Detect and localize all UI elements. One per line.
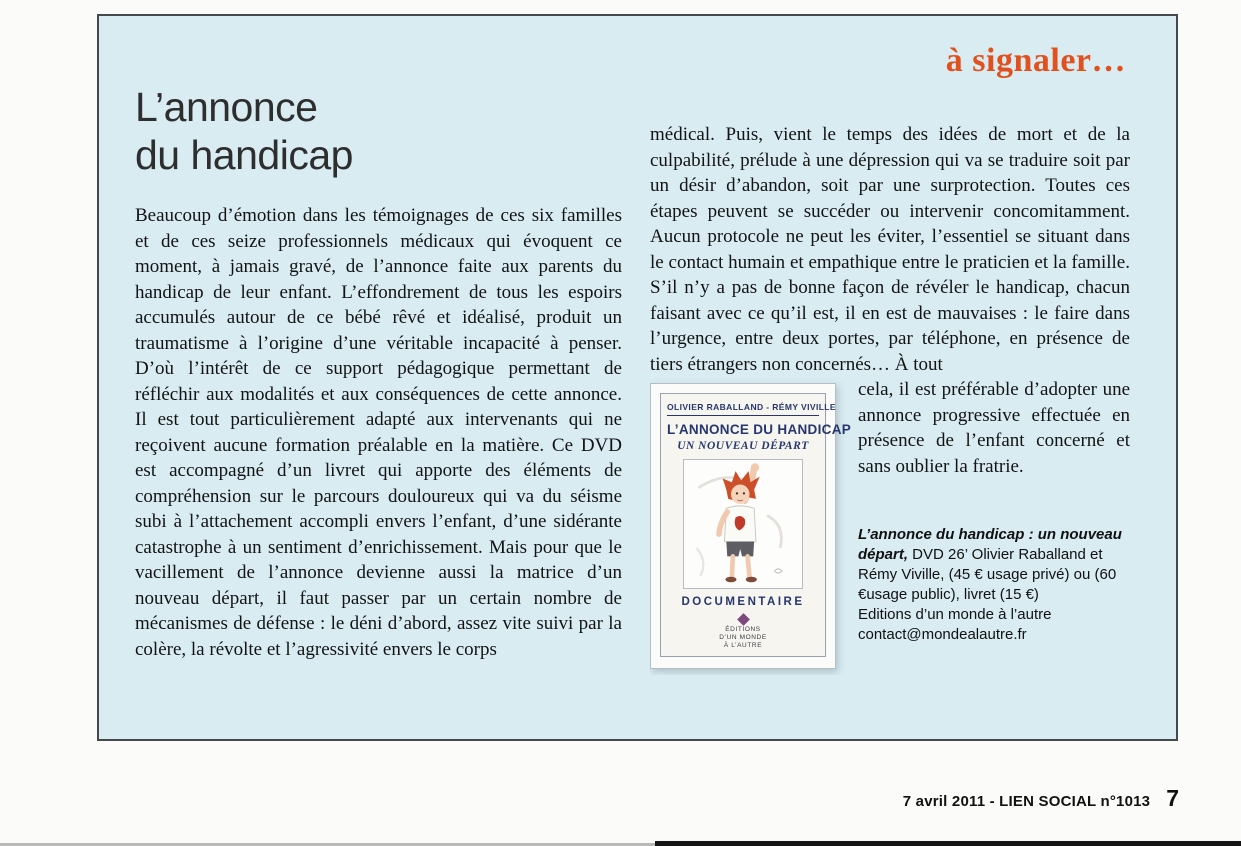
dvd-cover (650, 383, 852, 669)
dvd-cover-inner (660, 393, 852, 657)
child-drawing-icon (685, 460, 801, 586)
footer-issue: 7 avril 2011 - LIEN SOCIAL n°1013 (902, 793, 1151, 810)
left-column (135, 84, 622, 675)
publisher-logo-line-1: ÉDITIONS (725, 626, 761, 633)
caption-title: L’annonce du handicap : un nouveau départ, (858, 526, 1122, 563)
section-label: à signaler… (945, 42, 1126, 79)
article-columns (135, 84, 1130, 675)
article-title (135, 84, 622, 179)
publisher-logo-line-2: D’UN MONDE (719, 634, 767, 641)
article-text-right-wrap: cela, il est préférable d’adopter une annonce progressive effectuée en présence de l’enfant concerné et sans oublier la fratrie. (858, 379, 1130, 477)
article-text-right-top: médical. Puis, vient le temps des idées de mort et de la culpabilité, prélude à une dépression qui va se traduire soit par un désir d’abandon, soit par une surprotection. Toutes ces étapes peuvent se succéder ou intervenir concomitamment. Aucun protocole ne peut les éviter, l’essentiel se situant dans le contact humain et empathique entre le praticien et la famille. S’il n’y a pas de bonne façon de révéler le handicap, chacun faisant avec ce qu’il est, il en est de mauvaises : le faire dans l’urgence, entre deux portes, par téléphone, en présence de tiers étrangers non concernés… À tout (650, 124, 1130, 375)
title-line-2: du handicap (135, 131, 353, 178)
dvd-and-caption-block (650, 377, 1130, 675)
page-footer (903, 785, 1179, 812)
dvd-genre: DOCUMENTAIRE (681, 596, 805, 608)
publisher-logo (667, 615, 819, 650)
caption-details: DVD 26’ Olivier Raballand et Rémy Viville, (45 € usage privé) ou (60 €usage public), livret (15 €) (858, 546, 1117, 603)
publisher-logo-icon (737, 613, 750, 626)
caption-email: contact@mondealautre.fr (858, 626, 1027, 643)
caption-publisher: Editions d’un monde à l’autre (858, 606, 1052, 623)
title-line-1: L’annonce (135, 84, 318, 130)
publisher-logo-line-3: À L’AUTRE (723, 642, 763, 649)
right-column (650, 84, 1130, 675)
article-text-left: Beaucoup d’émotion dans les témoignages de ces six familles et de ces seize professionnels médicaux qui évoquent ce moment, à jamais gravé, de l’annonce faite aux parents du handicap de leur enfant. L’effondrement de tous les espoirs accumulés autour de ce bébé rêvé et idéalisé, produit un traumatisme à l’origine d’une véritable incapacité à penser. D’où l’intérêt de ce support pédagogique permettant de réfléchir aux modalités et aux conséquences de cette annonce. Il est tout particulièrement adapté aux intervenants qui ne reçoivent aucune formation préalable en la matière. Ce DVD est accompagné d’un livret qui apporte des éléments de compréhension sur le parcours douloureux qui va du séisme subi à l’attachement accompli envers l’enfant, d’une sidérante catastrophe à un sentiment d’enrichissement. Mais pour que le vacillement de l’annonce devienne aussi la matrice d’un nouveau départ, il faut passer par un certain nombre de mécanismes de défense : le déni d’abord, assez vite suivi par la colère, la révolte et l’agressivité envers le corps (135, 205, 622, 660)
footer-page-number: 7 (1166, 785, 1179, 811)
dvd-title: L’ANNONCE DU HANDICAP (667, 422, 852, 437)
dvd-authors: OLIVIER RABALLAND - RÉMY VIVILLE (667, 402, 819, 416)
scan-edge-artifact-dark (655, 841, 1241, 846)
dvd-illustration (683, 459, 803, 589)
content-panel (97, 14, 1178, 741)
dvd-subtitle: UN NOUVEAU DÉPART (677, 440, 809, 452)
